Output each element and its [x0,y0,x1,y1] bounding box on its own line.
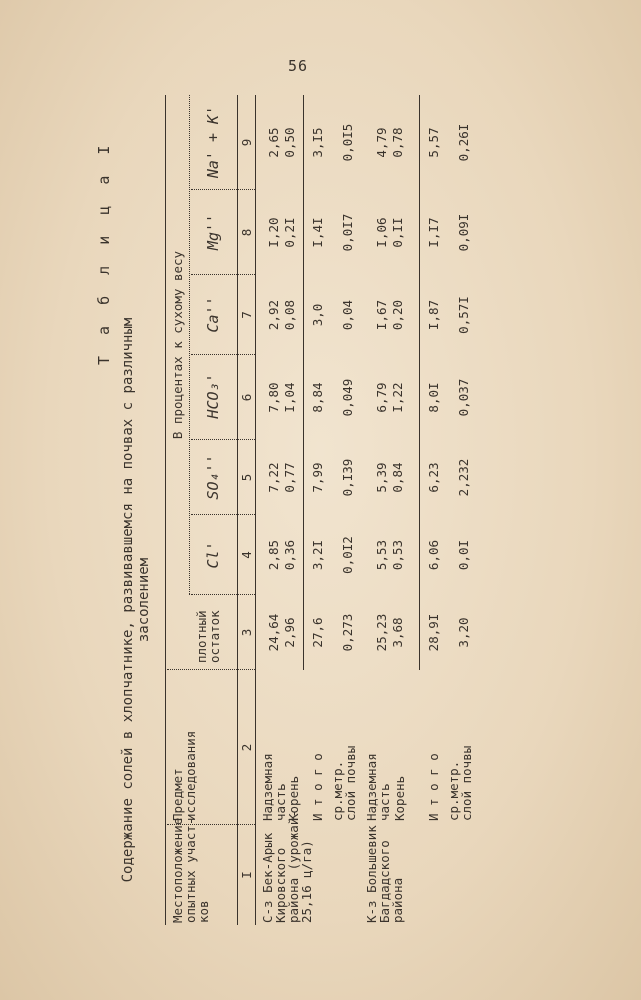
g1-total-v6: I,4I [310,217,325,248]
g2-row1-v6: I,06 [374,217,389,248]
g1-total-v1: 27,6 [310,617,325,648]
g1-row1-v7: 2,65 [266,127,281,158]
group1-location: С-з Бек-Арык Кировского района (урожай- 25,16 ц/га) [260,810,314,923]
g1-row2-v2: 0,36 [282,539,297,571]
header-ion-na-k: Na' + K' [204,105,222,179]
header-percent-group: В процентах к сухому весу [170,250,185,440]
g2-total-v2: 6,06 [426,539,441,571]
g2-soil-v2: 0,0I [456,539,471,571]
rotated-table-block [95,95,515,925]
col-number: I [239,871,254,879]
g2-row1-v5: I,67 [374,299,389,331]
header-location: Местоположение опытных участ- ков [170,817,211,923]
col-number: 8 [239,228,254,237]
g1-soil-v2: 0,0I2 [340,536,355,574]
g2-row2-v2: 0,53 [390,539,405,571]
g2-total-subject: И т о г о [426,753,441,821]
g1-row2-v5: 0,08 [282,299,297,331]
g1-total-v7: 3,I5 [310,127,325,158]
group1-total-rule [303,95,304,670]
g2-row2-v7: 0,78 [390,127,405,158]
g2-soil-v4: 0,037 [456,378,471,417]
g2-soil-v6: 0,09I [456,213,471,252]
g2-row1-v2: 5,53 [374,539,389,571]
g2-soil-v7: 0,26I [456,123,471,162]
g2-total-v5: I,87 [426,299,441,331]
g2-soil-v3: 2,232 [456,458,471,497]
g2-row1-v1: 25,23 [374,613,389,652]
col-number: 2 [239,743,254,752]
g1-row1-v3: 7,22 [266,462,281,493]
g2-soil-v5: 0,57I [456,296,471,334]
table-label: Т а б л и ц а I [95,139,113,365]
group2-location: К-з Большевик Багдадского района [364,825,405,923]
header-ion-cl: Cl' [204,541,222,569]
g1-soil-v7: 0,0I5 [340,123,355,162]
g2-row1-v4: 6,79 [374,382,389,413]
table-top-rule [165,95,166,925]
g1-total-v4: 8,84 [310,382,325,413]
g2-row2-v1: 3,68 [390,617,405,648]
g1-total-v2: 3,2I [310,539,325,571]
col-number: 5 [239,473,254,482]
g1-row1-v2: 2,85 [266,539,281,571]
page-number: 56 [288,57,309,75]
g2-total-v6: I,I7 [426,217,441,248]
header-ion-mg: Mg'' [204,213,222,251]
header-ion-hco3: HCO₃' [204,373,222,419]
g2-row1-v3: 5,39 [374,462,389,493]
g2-row1-subject: Надземная часть [364,753,392,821]
g1-soil-v5: 0,04 [340,299,355,331]
g1-row1-v5: 2,92 [266,299,281,331]
g1-soil-v6: 0,0I7 [340,213,355,252]
group2-total-rule [419,95,420,670]
g2-total-v4: 8,0I [426,382,441,413]
col-number: 7 [239,311,254,319]
g2-soil-v1: 3,20 [456,617,471,648]
g2-row2-v6: 0,II [390,217,405,248]
header-ion-so4: SO₄'' [204,454,222,500]
g2-total-v3: 6,23 [426,462,441,493]
g1-total-v5: 3,0 [310,303,325,327]
g2-total-v7: 5,57 [426,127,441,158]
g1-row1-v6: I,20 [266,217,281,248]
g1-row1-v4: 7,80 [266,382,281,413]
header-subject: Предмет исследования [170,730,198,821]
g2-row2-subject: Корень [392,775,407,821]
g1-row2-v1: 2,96 [282,617,297,648]
g1-total-v3: 7,99 [310,462,325,493]
header-ion-ca: Ca'' [204,296,222,333]
g1-soil-v3: 0,I39 [340,458,355,497]
col-number: 4 [239,551,254,559]
g2-row2-v5: 0,20 [390,299,405,331]
g1-soil-v1: 0,273 [340,613,355,652]
g2-row1-v7: 4,79 [374,127,389,158]
col-number: 9 [239,138,254,147]
percent-group-rule [189,95,190,595]
g1-soil-v4: 0,049 [340,378,355,417]
g2-soil-subject: ср.метр. слой почвы [446,745,474,821]
col-number: 3 [239,628,254,637]
g1-soil-subject: ср.метр. слой почвы [330,745,358,821]
header-dry-residue: плотный остаток [194,610,222,663]
g1-row2-v6: 0,2I [282,217,297,248]
g2-row2-v4: I,22 [390,382,405,413]
g1-row2-v7: 0,50 [282,127,297,158]
g2-row2-v3: 0,84 [390,462,405,493]
table-title: Содержание солей в хлопчатнике, развивавшемся на почвах с различным засолением [120,317,152,883]
g1-row2-subject: Корень [286,775,301,821]
g1-row1-subject: Надземная часть [260,753,288,821]
g1-row2-v3: 0,77 [282,462,297,493]
col-number: 6 [239,393,254,402]
column-number-bottom-rule [255,95,256,925]
column-number-top-rule [237,95,238,925]
g1-row1-v1: 24,64 [266,613,281,652]
g2-total-v1: 28,9I [426,613,441,652]
g1-row2-v4: I,04 [282,382,297,413]
g1-total-subject: И т о г о [310,753,325,821]
salt-content-table [165,95,505,925]
